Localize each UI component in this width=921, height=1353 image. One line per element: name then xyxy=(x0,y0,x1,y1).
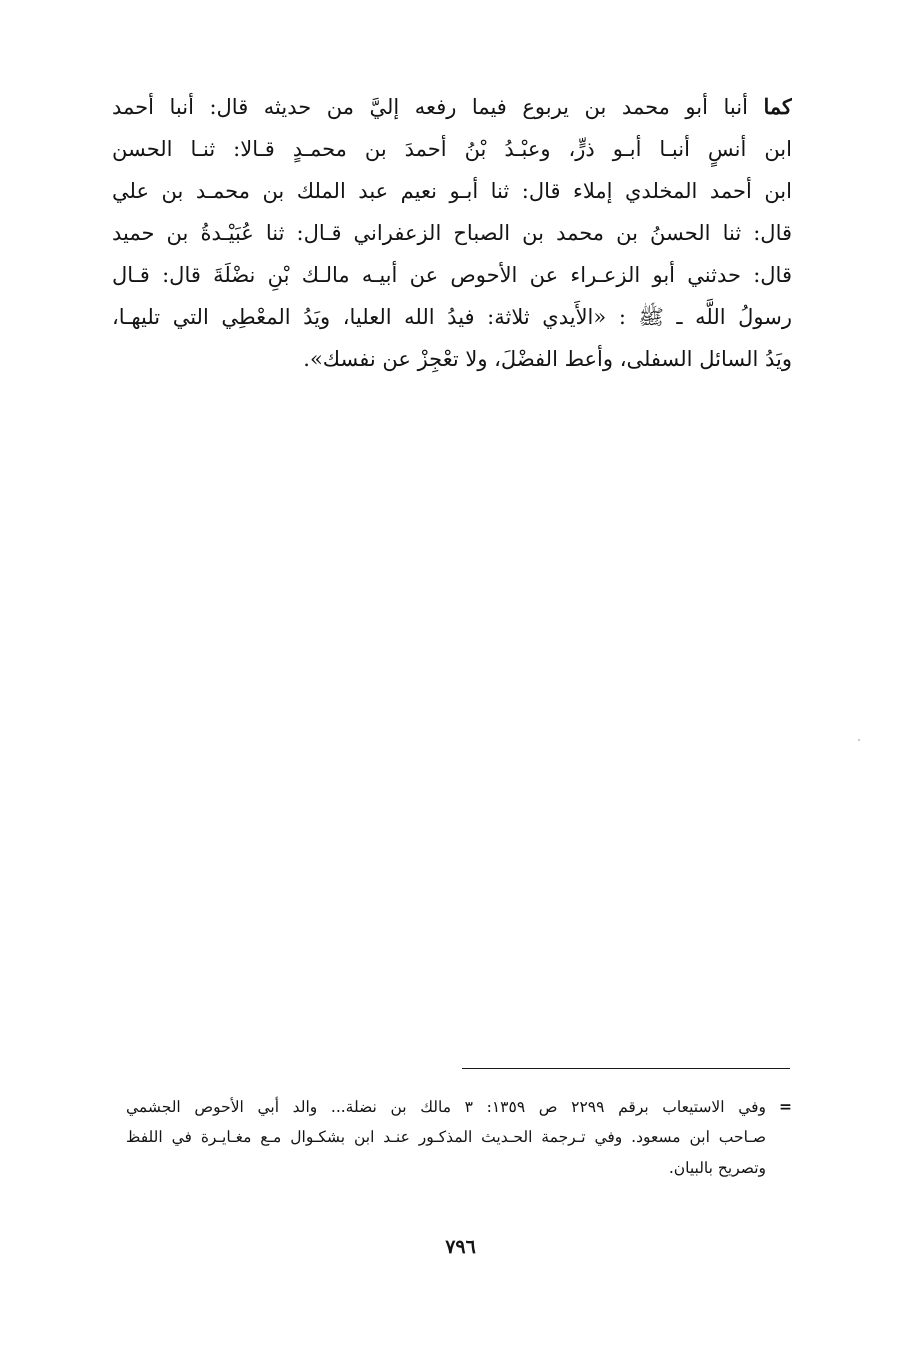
page-number: ٧٩٦ xyxy=(445,1236,476,1258)
footnote-marker: = xyxy=(779,1097,792,1116)
text-line-2: ابن أنسٍ أنبـا أبـو ذرٍّ، وعبْـدُ بْنُ أحمدَ بن محمـدٍ قـالا: ثنـا الحسن xyxy=(112,137,792,161)
lead-word: كما xyxy=(763,94,792,119)
text-line-6: رسولُ اللَّه ـ ﷺ : «الأَيدي ثلاثة: فيدُ الله العليا، ويَدُ المعْطِي التي تليهـا، xyxy=(112,305,792,329)
footnote-block xyxy=(112,1091,792,1184)
text-line-7: ويَدُ السائل السفلى، وأعط الفضْلَ، ولا تعْجِزْ عن نفسك». xyxy=(303,347,792,371)
footnote-line-1 xyxy=(112,1091,792,1122)
footnote-line-1-text: وفي الاستيعاب برقم ٢٢٩٩ ص ١٣٥٩: ٣ مالك بن نضلة... والد أبي الأحوص الجشمي xyxy=(126,1098,767,1116)
text-line-1-rest: أنبا أبو محمد بن يربوع فيما رفعه إليَّ من حديثه قال: أنبا أحمد xyxy=(112,95,764,119)
text-line-1 xyxy=(112,86,792,128)
footnote-line-3-text: وتصريح بالبيان. xyxy=(668,1159,766,1177)
footnote-line-2-text: صـاحب ابن مسعود. وفي تـرجمة الحـديث المذكـور عنـد ابن بشكـوال مـع مغـايـرة في اللفظ xyxy=(126,1128,766,1146)
text-line-4: قال: ثنا الحسنُ بن محمد بن الصباح الزعفراني قـال: ثنا عُبَيْـدةُ بن حميد xyxy=(112,221,792,245)
main-text-block xyxy=(112,86,792,380)
text-line-3: ابن أحمد المخلدي إملاء قال: ثنا أبـو نعيم عبد الملك بن محمـد بن علي xyxy=(112,179,792,203)
footnote-line-3 xyxy=(112,1153,792,1184)
footnote-line-2 xyxy=(112,1122,792,1153)
text-line-5: قال: حدثني أبو الزعـراء عن الأحوص عن أبيـه مالـك بْنِ نضْلَةَ قال: قـال xyxy=(112,263,792,287)
scan-speck xyxy=(858,739,860,741)
footnote-divider xyxy=(462,1068,790,1069)
